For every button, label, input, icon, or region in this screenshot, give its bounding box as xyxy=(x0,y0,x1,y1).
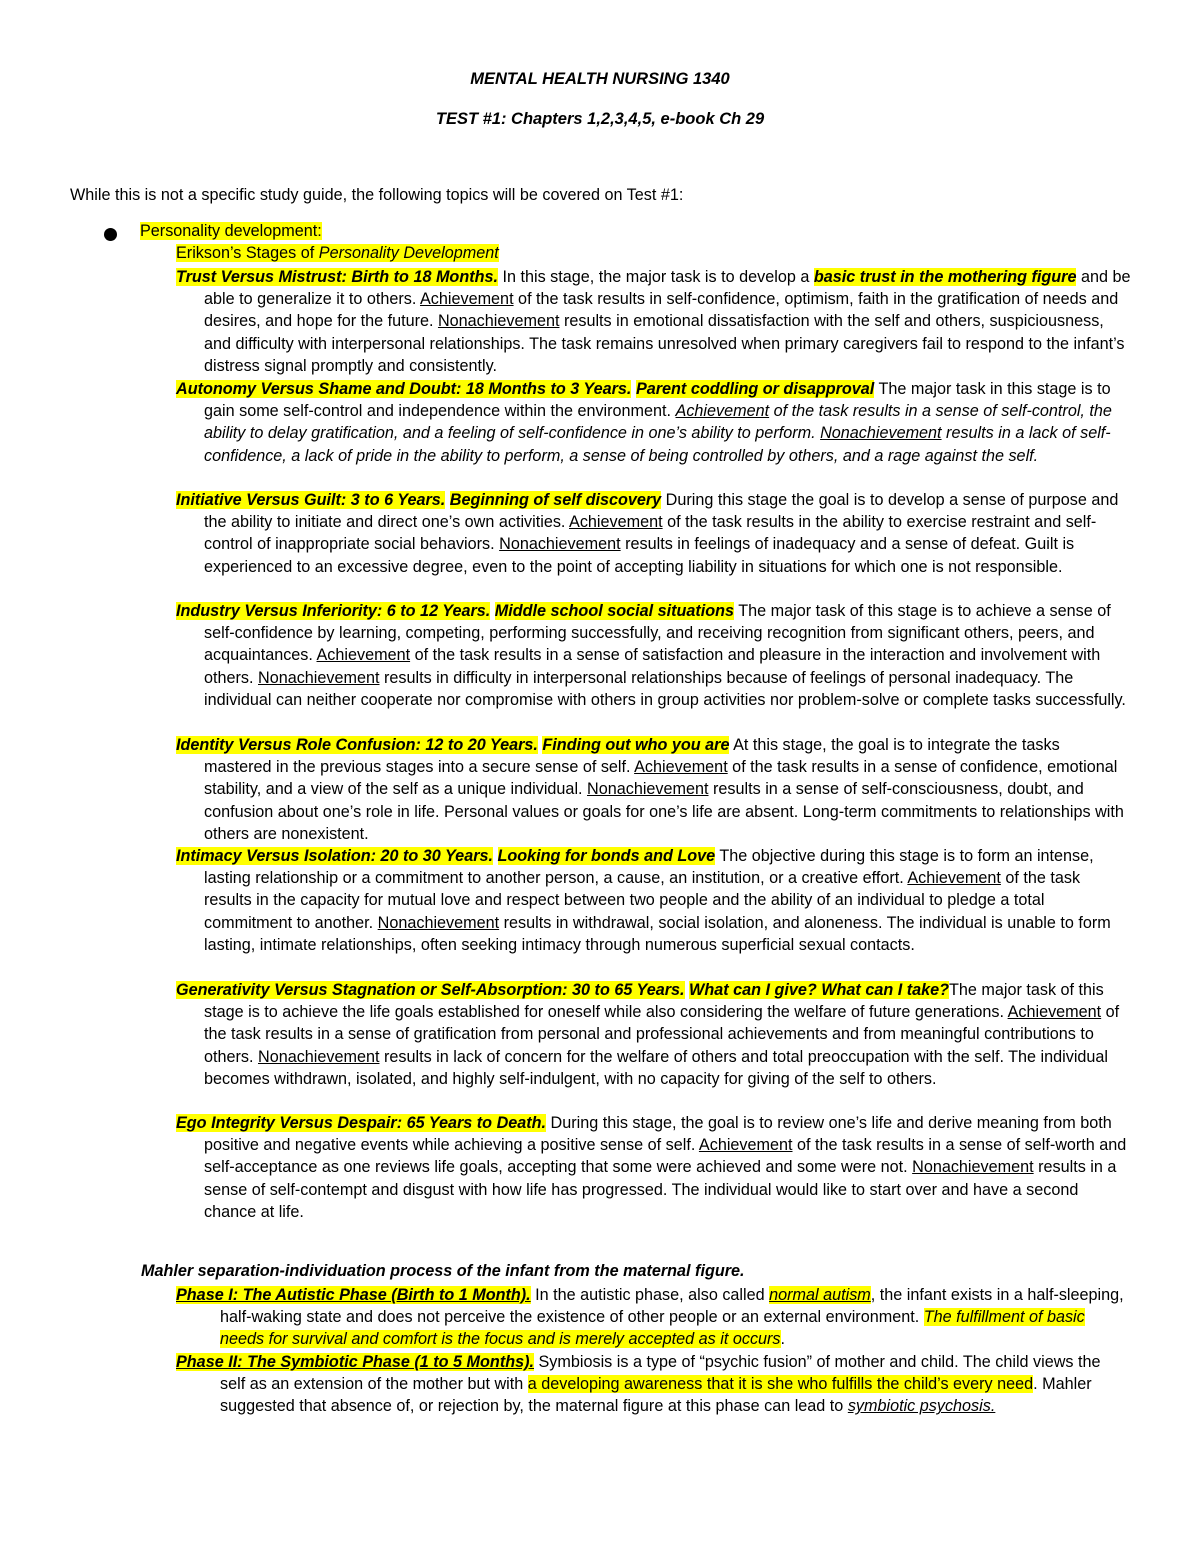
stage-generativity-vs-stagnation xyxy=(176,979,1131,1090)
achievement-term: Achievement xyxy=(907,869,1001,888)
topic-label-text: Personality development: xyxy=(140,222,322,240)
phase-text: . Mahler suggested that absence of, or rejection by, the maternal figure at this phase can lead to xyxy=(220,1375,1092,1416)
stage-text: results in difficulty in interpersonal relationships because of feelings of personal inadequacy. The individual can neither cooperate nor compromise with others in group activities nor problem-solve or complete tasks successfully. xyxy=(204,668,1126,709)
stage-text: The major task in this stage is to gain some self-control and independence within the environment. xyxy=(204,380,1111,421)
mahler-heading-end: . xyxy=(740,1262,745,1280)
stage-note: Finding out who you are xyxy=(542,736,730,754)
stage-industry-vs-inferiority xyxy=(176,600,1131,711)
phase-text: , the infant exists in a half-sleeping, half-waking state and does not perceive the existence of other people or an external environment. xyxy=(220,1286,1124,1327)
achievement-term: Achievement xyxy=(569,513,663,532)
stage-text: results in emotional dissatisfaction with the self and others, suspiciousness, and difficulty with interpersonal relationships. The task remains unresolved when primary caregivers fail to respond to the infant’s distress signal promptly and consistently. xyxy=(204,312,1125,375)
stage-heading: Initiative Versus Guilt: 3 to 6 Years. xyxy=(176,491,446,509)
phase-heading: Phase I: The Autistic Phase (Birth to 1 Month). xyxy=(176,1286,531,1304)
stage-text: of the task results in a sense of self-worth and self-acceptance as one reviews life goals, accepting that some were achieved and some were not. xyxy=(204,1136,1127,1177)
stage-identity-vs-role-confusion xyxy=(176,734,1131,845)
stage-text: of the task results in a sense of satisfaction and pleasure in the interaction and involvement with others. xyxy=(204,646,1101,687)
stage-text: results in lack of concern for the welfare of others and total preoccupation with the self. The individual becomes withdrawn, isolated, and highly self-indulgent, with no capacity for giving of the self to others. xyxy=(204,1047,1109,1088)
stage-autonomy-vs-shame xyxy=(176,378,1131,467)
stage-text: of the task results in a sense of confidence, emotional stability, and a view of the self as a unique individual. xyxy=(204,758,1118,799)
stage-text: of the task results in the capacity for mutual love and respect between two people and the ability of an individual to pledge a total commitment to another. xyxy=(204,869,1081,932)
nonachievement-term: Nonachievement xyxy=(499,535,621,554)
stage-ego-integrity-vs-despair xyxy=(176,1112,1131,1223)
erikson-subheading xyxy=(176,244,499,263)
stage-initiative-vs-guilt xyxy=(176,489,1131,578)
nonachievement-term: Nonachievement xyxy=(820,424,942,443)
stage-note: Middle school social situations xyxy=(494,602,735,620)
stage-text: results in a sense of self-consciousness, doubt, and confusion about one’s role in life. Personal values or goals for one’s life are absent. Long-term commitments to relationships with others are nonexistent. xyxy=(204,780,1124,843)
document-subtitle: TEST #1: Chapters 1,2,3,4,5, e-book Ch 29 xyxy=(435,110,765,128)
nonachievement-term: Nonachievement xyxy=(437,312,560,331)
mahler-heading xyxy=(141,1262,745,1281)
stage-heading: Trust Versus Mistrust: Birth to 18 Months. xyxy=(176,268,498,286)
erikson-emphasis: Personality Development xyxy=(318,244,499,262)
stage-note: Looking for bonds and Love xyxy=(497,847,716,865)
mahler-phase-2 xyxy=(176,1351,1126,1418)
bullet-icon xyxy=(104,228,117,241)
phase-highlight: a developing awareness that it is she who fulfills the child’s every need xyxy=(527,1375,1034,1394)
phase-term: symbiotic psychosis. xyxy=(847,1397,996,1416)
phase-text: Symbiosis is a type of “psychic fusion” of mother and child. The child views the self as an extension of the mother but with xyxy=(220,1353,1101,1394)
stage-text: During this stage the goal is to develop a sense of purpose and the ability to initiate and direct one’s own activities. xyxy=(204,491,1119,532)
stage-highlight: basic trust in the mothering figure xyxy=(813,268,1077,286)
stage-text: At this stage, the goal is to integrate the tasks mastered in the previous stages into a secure sense of self. xyxy=(204,736,1060,777)
stage-text: results in a sense of self-contempt and disgust with how life has progressed. The individual would like to start over and have a second chance at life. xyxy=(204,1158,1117,1221)
stage-text: results in withdrawal, social isolation, and aloneness. The individual is unable to form lasting, intimate relationships, often seeking intimacy through numerous superficial sexual contacts. xyxy=(204,913,1111,954)
stage-note: What can I give? What can I take? xyxy=(689,981,949,999)
phase-text: . xyxy=(780,1330,786,1349)
stage-heading: Industry Versus Inferiority: 6 to 12 Years. xyxy=(176,602,491,620)
stage-heading: Identity Versus Role Confusion: 12 to 20 Years. xyxy=(176,736,538,754)
stage-text: results in a lack of self-confidence, a lack of pride in the ability to perform, a sense of being controlled by others, and a rage against the self. xyxy=(204,424,1111,465)
erikson-prefix: Erikson’s Stages of xyxy=(176,244,319,262)
stage-note: Parent coddling or disapproval xyxy=(635,380,875,398)
nonachievement-term: Nonachievement xyxy=(377,913,500,932)
intro-paragraph: While this is not a specific study guide, the following topics will be covered on Test #1: xyxy=(70,186,684,204)
document-title: MENTAL HEALTH NURSING 1340 xyxy=(470,70,730,88)
stage-text: of the task results in a sense of gratification from personal and professional achievements and from meaningful contributions to others. xyxy=(204,1003,1120,1066)
stage-text: The major task of this stage is to achieve a sense of self-confidence by learning, competing, performing successfully, and receiving recognition from significant others, peers, and acquaintances. xyxy=(204,602,1111,665)
nonachievement-term: Nonachievement xyxy=(258,1047,380,1066)
stage-text: In this stage, the major task is to develop a xyxy=(498,268,814,286)
topic-label xyxy=(140,222,322,241)
achievement-term: Achievement xyxy=(1007,1003,1102,1022)
mahler-heading-text: Mahler separation-individuation process of the infant from the maternal figure xyxy=(141,1262,741,1280)
phase-text: In the autistic phase, also called xyxy=(530,1286,770,1304)
stage-trust-vs-mistrust xyxy=(176,266,1131,377)
nonachievement-term: Nonachievement xyxy=(258,668,380,687)
stage-heading: Generativity Versus Stagnation or Self-Absorption: 30 to 65 Years. xyxy=(176,981,685,999)
achievement-term: Achievement xyxy=(698,1136,793,1155)
achievement-term: Achievement xyxy=(419,290,514,309)
stage-intimacy-vs-isolation xyxy=(176,845,1131,956)
stage-text: The major task of this stage is to achieve the life goals established for oneself while also considering the welfare of future generations. xyxy=(204,981,1104,1022)
stage-text: The objective during this stage is to form an intense, lasting relationship or a commitment to another person, a cause, an institution, or a creative effort. xyxy=(204,847,1094,888)
stage-text: of the task results in the ability to exercise restraint and self-control of inappropriate social behaviors. xyxy=(204,513,1097,554)
stage-heading: Autonomy Versus Shame and Doubt: 18 Months to 3 Years. xyxy=(176,380,632,398)
phase-heading: Phase II: The Symbiotic Phase (1 to 5 Months). xyxy=(176,1353,534,1371)
stage-text: and be able to generalize it to others. xyxy=(204,268,1131,309)
phase-highlight: The fulfillment of basic needs for survival and comfort is the focus and is merely accepted as it occurs xyxy=(220,1308,1085,1349)
stage-text: results in feelings of inadequacy and a sense of defeat. Guilt is experienced to an excessive degree, even to the point of accepting liability in situations for which one is not responsible. xyxy=(204,535,1075,576)
stage-text: During this stage, the goal is to review one’s life and derive meaning from both positive and negative events while achieving a positive sense of self. xyxy=(204,1114,1112,1155)
stage-heading: Intimacy Versus Isolation: 20 to 30 Years. xyxy=(176,847,493,865)
achievement-term: Achievement xyxy=(634,758,728,777)
stage-note: Beginning of self discovery xyxy=(449,491,662,509)
mahler-phase-1 xyxy=(176,1284,1126,1351)
stage-text: of the task results in a sense of self-control, the ability to delay gratification, and a feeling of self-confidence in one’s ability to perform. xyxy=(204,402,1112,443)
nonachievement-term: Nonachievement xyxy=(912,1158,1034,1177)
nonachievement-term: Nonachievement xyxy=(587,780,709,799)
achievement-term: Achievement xyxy=(675,402,770,421)
stage-text: of the task results in self-confidence, optimism, faith in the gratification of needs and desires, and hope for the future. xyxy=(204,290,1119,331)
erikson-subheading-text xyxy=(176,244,499,262)
achievement-term: Achievement xyxy=(316,646,411,665)
phase-term: normal autism xyxy=(769,1286,871,1304)
stage-heading: Ego Integrity Versus Despair: 65 Years to Death. xyxy=(176,1114,547,1132)
